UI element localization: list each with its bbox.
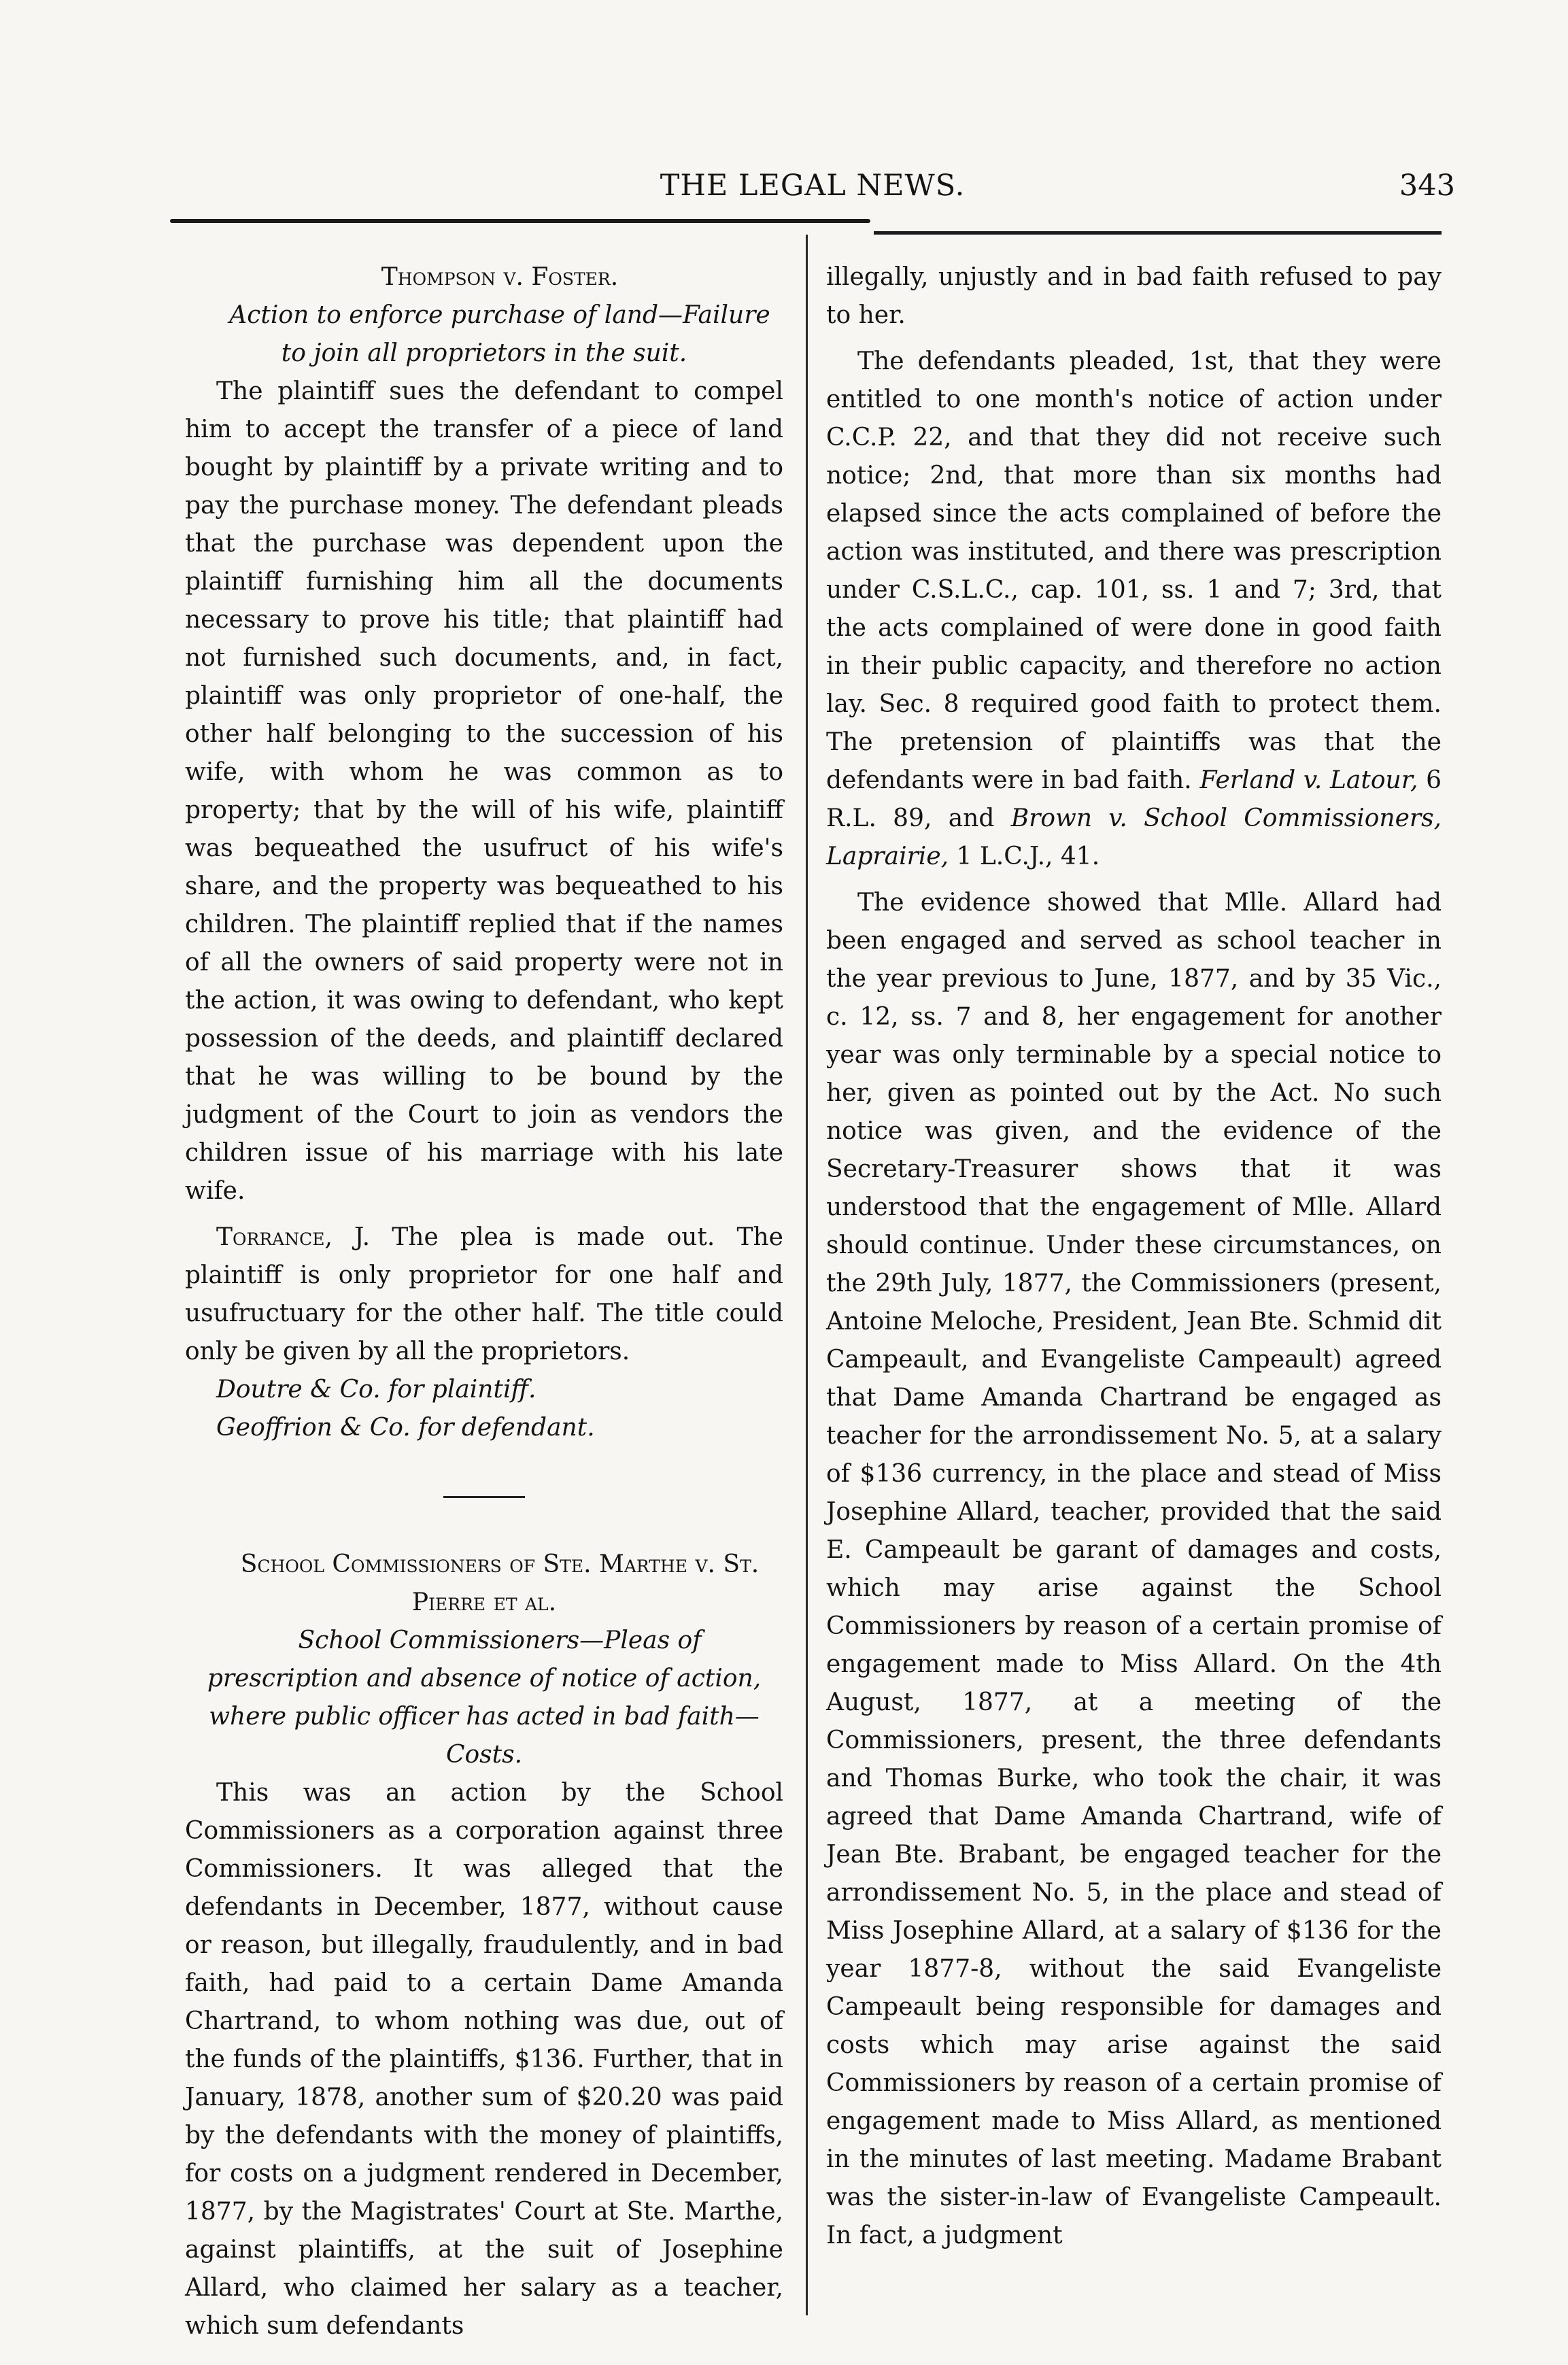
right-column bbox=[826, 258, 1442, 2255]
evidence-paragraph: The evidence showed that Mlle. Allard had been engaged and served as school teacher in the year previous to June, 1877, and by 35 Vic., c. 12, ss. 7 and 8, her engagement for another year was only terminable by a special notice to her, given as pointed out by the Act. No such notice was given, and the evidence of the Secretary-Treasurer shows that it was understood that the engagement of Mlle. Allard should continue. Under these circumstances, on the 29th July, 1877, the Commissioners (present, Antoine Meloche, President, Jean Bte. Schmid dit Campeault, and Evangeliste Campeault) agreed that Dame Amanda Chartrand be engaged as teacher for the arrondissement No. 5, at a salary of $136 currency, in the place and stead of Miss Josephine Allard, teacher, provided that the said E. Campeault be garant of damages and costs, which may arise against the School Commissioners by reason of a certain promise of engagement made to Miss Allard. On the 4th August, 1877, at a meeting of the Commissioners, present, the three defendants and Thomas Burke, who took the chair, it was agreed that Dame Amanda Chartrand, wife of Jean Bte. Brabant, be engaged teacher for the arrondissement No. 5, in the place and stead of Miss Josephine Allard, at a salary of $136 for the year 1877-8, without the said Evangeliste Campeault being responsible for damages and costs which may arise against the said Commissioners by reason of a certain promise of engagement made to Miss Allard, as mentioned in the minutes of last meeting. Madame Brabant was the sister-in-law of Evangeliste Campeault. In fact, a judgment bbox=[826, 889, 1442, 2249]
judge-name: Torrance, J. bbox=[216, 1223, 371, 1251]
citation-ferland-ref: 6 R.L. 89, and bbox=[826, 766, 1442, 832]
journal-title: THE LEGAL NEWS. bbox=[660, 169, 966, 203]
page-number: 343 bbox=[1399, 169, 1455, 203]
headnote-thompson-foster: Action to enforce purchase of land—Failure to join all proprietors in the suit. bbox=[229, 301, 770, 367]
judgment-text: The plea is made out. The plaintiff is only proprietor for one half and usufructuary for the other half. The title could only be given by all the proprietors. bbox=[185, 1223, 783, 1365]
left-column bbox=[185, 258, 783, 2345]
judgment-paragraph bbox=[185, 1219, 783, 1371]
case-title-school-commissioners: School Commissioners of Ste. Marthe v. St. Pierre et al. bbox=[240, 1550, 760, 1616]
case-title-thompson-foster: Thompson v. Foster. bbox=[381, 263, 619, 291]
pleas-text: The defendants pleaded, 1st, that they were entitled to one month's notice of action under C.C.P. 22, and that they did not receive such notice; 2nd, that more than six months had elapsed since the acts complained of before the action was instituted, and there was prescription under C.S.L.C., cap. 101, ss. 1 and 7; 3rd, that the acts complained of were done in good faith in their public capacity, and therefore no action lay. Sec. 8 required good faith to protect them. The pretension of plaintiffs was that the defendants were in bad faith. bbox=[826, 347, 1442, 794]
page-header bbox=[170, 156, 1455, 211]
citation-brown-school: Brown v. School Commissioners, Laprairie, bbox=[826, 804, 1442, 870]
citation-ferland-latour: Ferland v. Latour, bbox=[1199, 766, 1418, 794]
citation-brown-ref: 1 L.C.J., 41. bbox=[956, 843, 1100, 870]
case-body-thompson-foster: The plaintiff sues the defendant to compel him to accept the transfer of a piece of land bought by plaintiff by a private writing and to pay the purchase money. The defendant pleads that the purchase was dependent upon the plaintiff furnishing him all the documents necessary to prove his title; that plaintiff had not furnished such documents, and, in fact, plaintiff was only proprietor of one-half, the other half belonging to the succession of his wife, with whom he was common as to property; that by the will of his wife, plaintiff was bequeathed the usufruct of his wife's share, and the property was bequeathed to his children. The plaintiff replied that if the names of all the owners of said property were not in the action, it was owing to defendant, who kept possession of the deeds, and plaintiff declared that he was willing to be bound by the judgment of the Court to join as vendors the children issue of his marriage with his late wife. bbox=[185, 377, 783, 1205]
continuation-paragraph: illegally, unjustly and in bad faith refused to pay to her. bbox=[826, 263, 1442, 329]
case-body-school-commissioners: This was an action by the School Commissioners as a corporation against three Commissioners. It was alleged that the defendants in December, 1877, without cause or reason, but illegally, fraudulently, and in bad faith, had paid to a certain Dame Amanda Chartrand, to whom nothing was due, out of the funds of the plaintiffs, $136. Further, that in January, 1878, another sum of $20.20 was paid by the defendants with the money of plaintiffs, for costs on a judgment rendered in December, 1877, by the Magistrates' Court at Ste. Marthe, against plaintiffs, at the suit of Josephine Allard, who claimed her salary as a teacher, which sum defendants bbox=[185, 1779, 783, 2340]
header-rule-right bbox=[874, 231, 1442, 235]
headnote-school-commissioners: School Commissioners—Pleas of prescription and absence of notice of action, where public officer has acted in bad faith—Costs. bbox=[207, 1627, 762, 1769]
header-rule-left bbox=[170, 219, 870, 223]
counsel-defendant: Geoffrion & Co. for defendant. bbox=[216, 1414, 595, 1442]
counsel-plaintiff: Doutre & Co. for plaintiff. bbox=[216, 1376, 536, 1403]
column-divider bbox=[806, 235, 808, 2315]
pleas-paragraph bbox=[826, 343, 1442, 876]
case-separator bbox=[443, 1496, 525, 1498]
